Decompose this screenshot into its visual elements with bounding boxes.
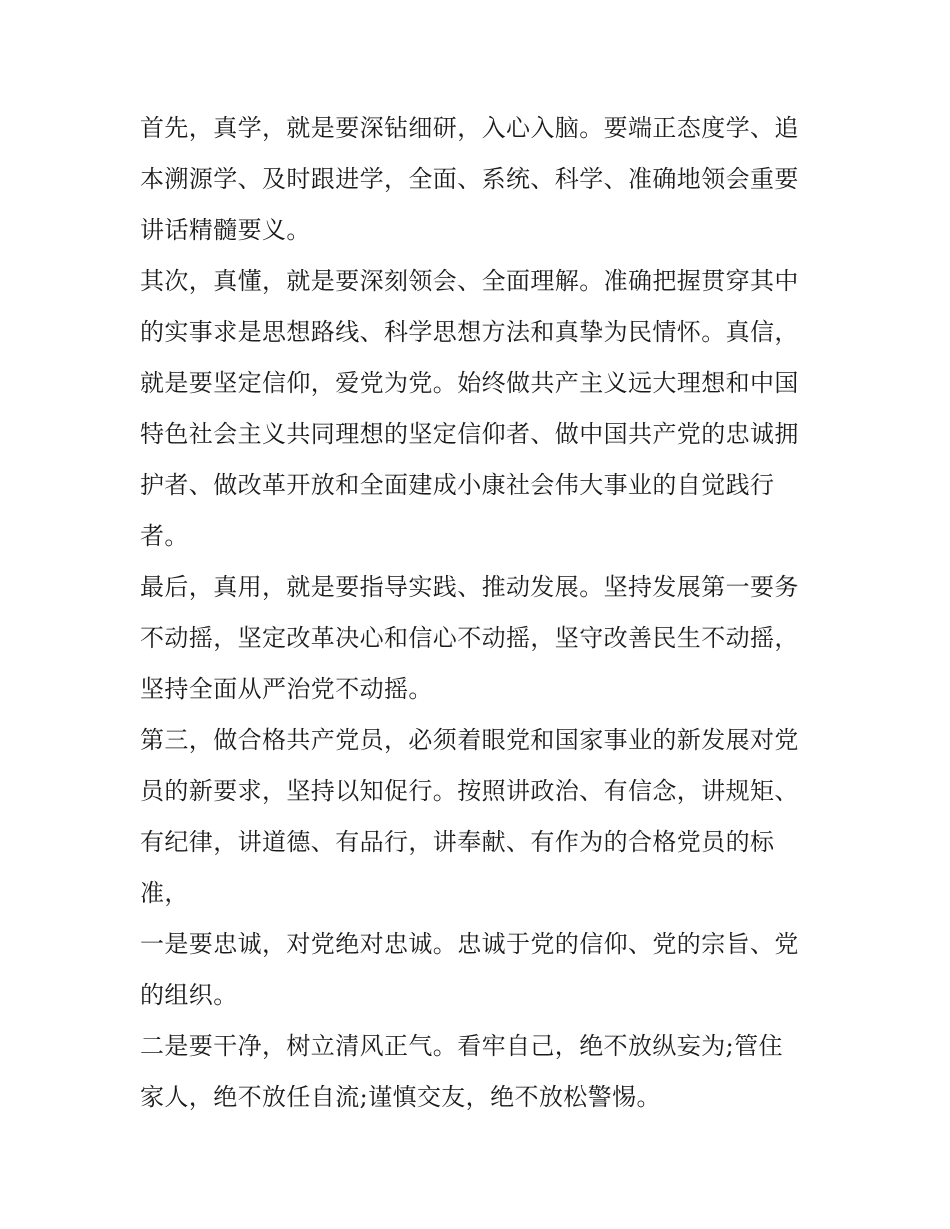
text-line: 坚持全面从严治党不动摇。 (140, 675, 433, 703)
text-line: 讲话精髓要义。 (140, 216, 311, 244)
text-line: 首先，真学，就是要深钻细研，入心入脑。要端正态度学、追 (140, 114, 799, 142)
text-line: 最后，真用，就是要指导实践、推动发展。坚持发展第一要务 (140, 573, 799, 601)
text-line: 就是要坚定信仰，爱党为党。始终做共产主义远大理想和中国 (140, 369, 799, 397)
text-line: 本溯源学、及时跟进学，全面、系统、科学、准确地领会重要 (140, 165, 799, 193)
text-line: 护者、做改革开放和全面建成小康社会伟大事业的自觉践行 (140, 471, 775, 499)
paragraph-third-qualified-member (140, 715, 820, 919)
text-line: 二是要干净，树立清风正气。看牢自己，绝不放纵妄为;管住 (140, 1032, 783, 1060)
text-line: 不动摇，坚定改革决心和信心不动摇，坚守改善民生不动摇， (140, 624, 799, 652)
text-line: 其次，真懂，就是要深刻领会、全面理解。准确把握贯穿其中 (140, 267, 799, 295)
paragraph-first-true-study (140, 103, 820, 256)
text-line: 准， (140, 879, 189, 907)
text-line: 一是要忠诚，对党绝对忠诚。忠诚于党的信仰、党的宗旨、党 (140, 930, 799, 958)
text-line: 家人，绝不放任自流;谨慎交友，绝不放松警惕。 (140, 1083, 661, 1111)
text-line: 特色社会主义共同理想的坚定信仰者、做中国共产党的忠诚拥 (140, 420, 799, 448)
text-line: 的实事求是思想路线、科学思想方法和真挚为民情怀。真信， (140, 318, 799, 346)
text-line: 第三，做合格共产党员，必须着眼党和国家事业的新发展对党 (140, 726, 799, 754)
text-line: 的组织。 (140, 981, 238, 1009)
document-body (140, 103, 820, 1123)
paragraph-clean (140, 1021, 820, 1123)
paragraph-last-true-use (140, 562, 820, 715)
text-line: 者。 (140, 522, 189, 550)
paragraph-second-true-understand (140, 256, 820, 562)
text-line: 员的新要求，坚持以知促行。按照讲政治、有信念，讲规矩、 (140, 777, 799, 805)
text-line: 有纪律，讲道德、有品行，讲奉献、有作为的合格党员的标 (140, 828, 775, 856)
paragraph-loyalty (140, 919, 820, 1021)
